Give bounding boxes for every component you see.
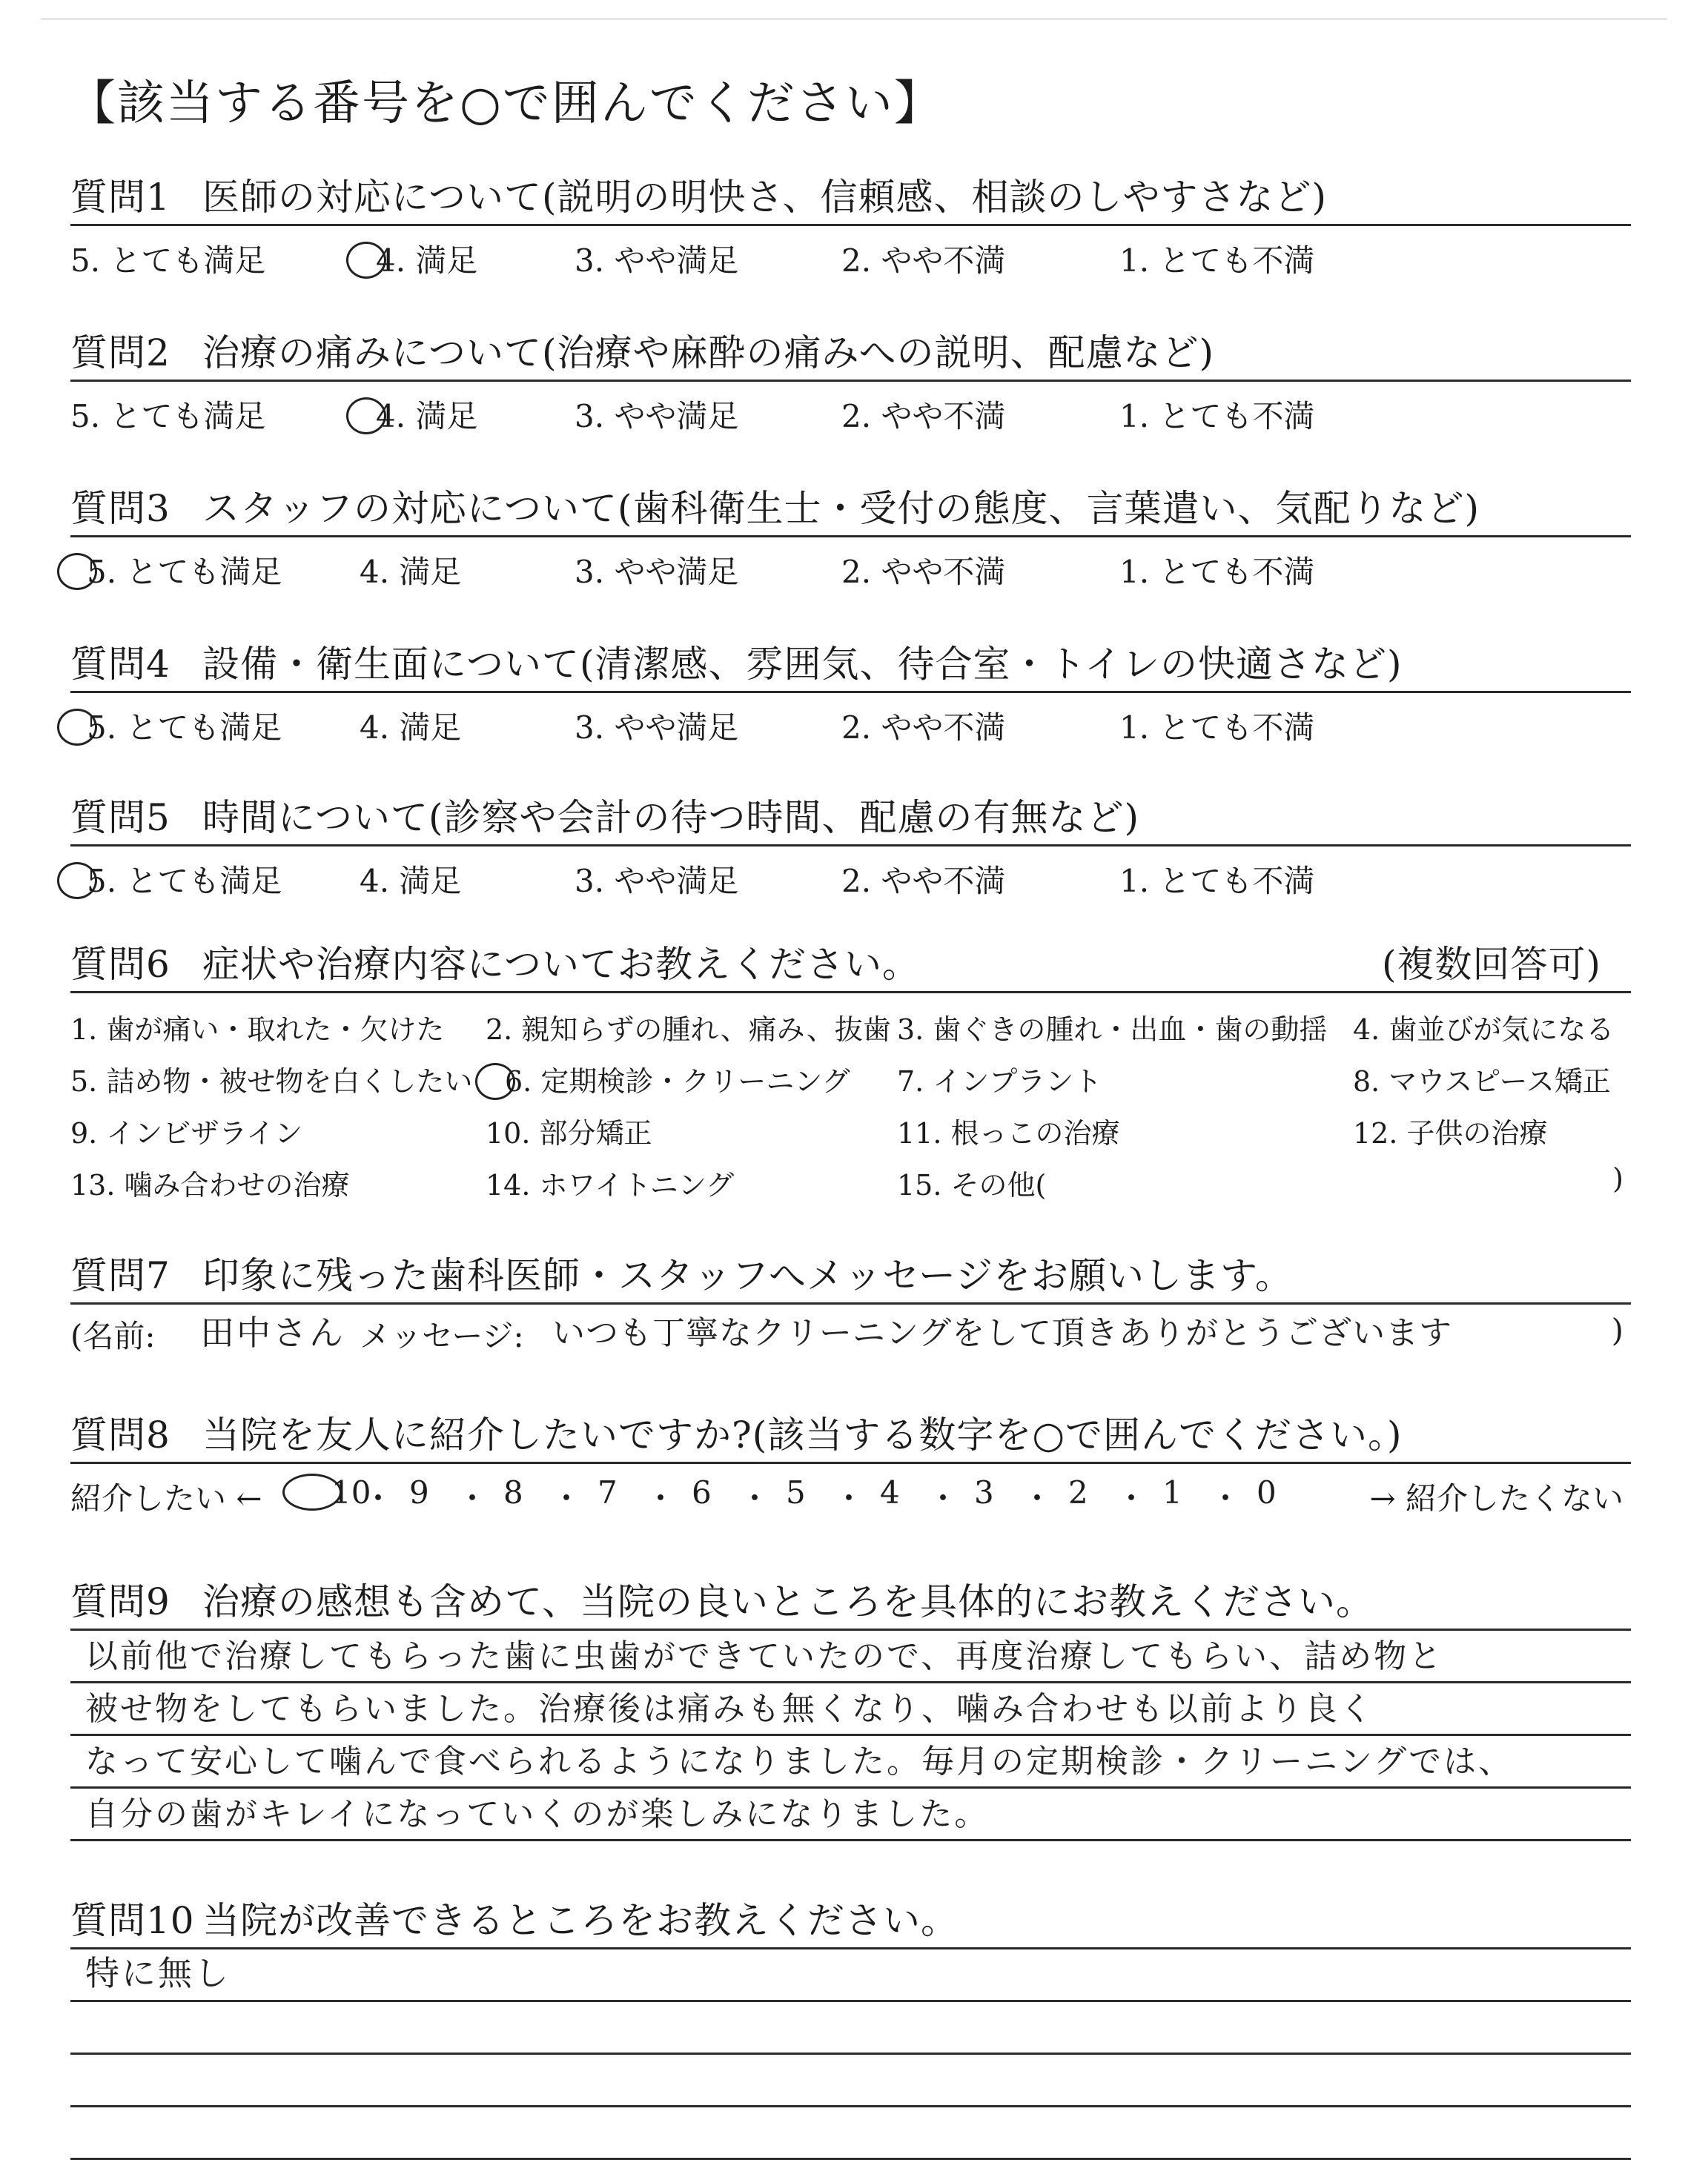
handwritten-text: 特に無し xyxy=(85,1953,231,1993)
scale-value-label: 0 xyxy=(1257,1474,1277,1511)
rating-option[interactable] xyxy=(1119,857,1314,901)
treatment-option-label: ) xyxy=(1612,1162,1623,1195)
rating-option[interactable] xyxy=(1119,236,1314,281)
rating-option-label: 5. とても満足 xyxy=(70,398,266,434)
rating-option[interactable] xyxy=(67,857,282,901)
rating-option[interactable] xyxy=(360,857,461,901)
question-text: 治療の痛みについて(治療や麻酔の痛みへの説明、配慮など) xyxy=(202,331,1215,374)
question-text: 設備・衛生面について(清潔感、雰囲気、待合室・トイレの快適さなど) xyxy=(202,643,1403,686)
answer-line xyxy=(70,1631,1631,1683)
treatment-option[interactable] xyxy=(897,1110,1120,1151)
rating-option-label: 5. とても満足 xyxy=(70,242,266,279)
rating-option[interactable] xyxy=(1119,548,1314,592)
question-label: 質問1 xyxy=(70,176,171,219)
answer-line xyxy=(70,1736,1631,1789)
scale-separator: ・ xyxy=(1116,1480,1148,1517)
question-label: 質問9 xyxy=(70,1580,171,1623)
treatment-option-label: 8. マウスピース矯正 xyxy=(1353,1065,1611,1098)
treatment-option[interactable] xyxy=(486,1110,652,1151)
question-label: 質問6 xyxy=(70,943,171,986)
handwritten-text: 被せ物をしてもらいました。治療後は痛みも無くなり、噛み合わせも以前より良く xyxy=(85,1690,1374,1728)
scale-value[interactable] xyxy=(409,1474,429,1511)
rating-option-label: 3. やや満足 xyxy=(575,554,739,590)
rating-option[interactable] xyxy=(70,392,265,437)
treatment-option-label: 1. 歯が痛い・取れた・欠けた xyxy=(70,1013,445,1046)
rating-options xyxy=(70,226,1631,278)
treatment-option[interactable] xyxy=(70,1059,472,1099)
rating-option[interactable] xyxy=(575,548,738,592)
answer-line xyxy=(70,1683,1631,1736)
question-8 xyxy=(70,1408,1631,1520)
scale-value[interactable] xyxy=(1068,1474,1088,1511)
rating-option-label: 4. 満足 xyxy=(360,709,462,746)
treatment-option[interactable] xyxy=(486,1007,891,1047)
treatment-option-label: 3. 歯ぐきの腫れ・出血・歯の動揺 xyxy=(897,1013,1328,1046)
treatment-option-label: 10. 部分矯正 xyxy=(486,1117,652,1150)
rating-option[interactable] xyxy=(357,392,477,437)
question-10 xyxy=(70,1894,1631,2160)
treatment-option-label: 12. 子供の治療 xyxy=(1353,1117,1548,1150)
rating-option-label: 1. とても不満 xyxy=(1119,242,1315,279)
scale-separator: ・ xyxy=(551,1480,583,1517)
treatment-option-label: 9. インビザライン xyxy=(70,1117,303,1150)
treatment-options xyxy=(70,993,1631,1201)
close-paren: ) xyxy=(1611,1312,1623,1348)
rating-option[interactable] xyxy=(1119,703,1314,748)
question-text: 時間について(診察や会計の待つ時間、配慮の有無など) xyxy=(202,796,1140,839)
handwritten-text: 自分の歯がキレイになっていくのが楽しみになりました。 xyxy=(85,1795,990,1833)
rating-option-label: 5. とても満足 xyxy=(87,709,282,746)
rating-options xyxy=(70,693,1631,745)
rating-option-label: 2. やや不満 xyxy=(841,554,1006,590)
rating-option-label: 3. やや満足 xyxy=(575,242,739,279)
question-text: 印象に残った歯科医師・スタッフへメッセージをお願いします。 xyxy=(202,1254,1293,1297)
scale-value-label: 4 xyxy=(880,1474,900,1511)
question-9 xyxy=(70,1575,1631,1841)
top-border xyxy=(41,18,1667,20)
rating-option-label: 1. とても不満 xyxy=(1119,863,1315,899)
question-label: 質問3 xyxy=(70,487,171,530)
form-title: 【該当する番号を○で囲んでください】 xyxy=(68,76,943,131)
treatment-option-label: 14. ホワイトニング xyxy=(486,1169,735,1202)
scale-separator: ・ xyxy=(363,1480,394,1517)
rating-option[interactable] xyxy=(575,857,738,901)
treatment-option-label: 4. 歯並びが気になる xyxy=(1353,1013,1615,1046)
question-label: 質問7 xyxy=(70,1254,171,1297)
question-5 xyxy=(70,791,1631,898)
rating-option[interactable] xyxy=(841,548,1005,592)
rating-option-label: 5. とても満足 xyxy=(87,554,282,590)
rating-option[interactable] xyxy=(70,236,265,281)
scale-value[interactable] xyxy=(503,1474,523,1511)
scale-value-label: 5 xyxy=(786,1474,806,1511)
treatment-option[interactable] xyxy=(70,1110,302,1151)
question-label: 質問10 xyxy=(70,1899,195,1942)
scale-right-label: → 紹介したくない xyxy=(1369,1480,1623,1517)
treatment-option[interactable] xyxy=(70,1162,350,1203)
rating-option-label: 3. やや満足 xyxy=(575,863,739,899)
scale-separator: ・ xyxy=(457,1480,489,1517)
question-label: 質問8 xyxy=(70,1414,171,1457)
rating-option[interactable] xyxy=(357,236,477,281)
rating-option-label: 2. やや不満 xyxy=(841,398,1006,434)
scale-separator: ・ xyxy=(739,1480,771,1517)
name-value[interactable]: 田中さん xyxy=(200,1313,345,1353)
scale-value[interactable] xyxy=(786,1474,806,1511)
answer-line xyxy=(70,2002,1631,2055)
name-label: (名前: xyxy=(70,1318,156,1354)
scale-separator: ・ xyxy=(645,1480,677,1517)
answer-line xyxy=(70,1949,1631,2002)
message-label: メッセージ: xyxy=(360,1318,524,1354)
recommend-scale xyxy=(70,1464,1631,1520)
treatment-option-label: 13. 噛み合わせの治療 xyxy=(70,1169,350,1202)
treatment-option-label: 6. 定期検診・クリーニング xyxy=(505,1065,850,1098)
question-text: 当院を友人に紹介したいですか?(該当する数字を○で囲んでください。) xyxy=(202,1414,1403,1457)
treatment-option[interactable] xyxy=(1353,1110,1548,1151)
question-label: 質問5 xyxy=(70,796,171,839)
scale-value-label: 6 xyxy=(692,1474,712,1511)
rating-option-label: 2. やや不満 xyxy=(841,863,1006,899)
multiple-answers-note: (複数回答可) xyxy=(1381,943,1601,986)
treatment-option[interactable] xyxy=(486,1059,850,1100)
rating-option[interactable] xyxy=(1119,392,1314,437)
answer-line xyxy=(70,2107,1631,2160)
treatment-option[interactable] xyxy=(1353,1007,1614,1047)
rating-options xyxy=(70,847,1631,898)
treatment-option-label: 11. 根っこの治療 xyxy=(897,1117,1120,1150)
scale-value-label: 9 xyxy=(409,1474,429,1511)
question-7 xyxy=(70,1249,1631,1358)
question-3 xyxy=(70,482,1631,589)
rating-option-label: 4. 満足 xyxy=(360,863,462,899)
handwritten-text: なって安心して噛んで食べられるようになりました。毎月の定期検診・クリーニングでは、 xyxy=(85,1743,1514,1780)
question-6 xyxy=(70,938,1631,1201)
scale-value[interactable] xyxy=(598,1474,618,1511)
scale-value-label: 1 xyxy=(1162,1474,1182,1511)
scale-value[interactable] xyxy=(880,1474,900,1511)
treatment-option-label: 7. インプラント xyxy=(897,1065,1102,1098)
rating-option-label: 3. やや満足 xyxy=(575,709,739,746)
rating-option-label: 1. とても不満 xyxy=(1119,709,1315,746)
rating-option[interactable] xyxy=(575,703,738,748)
scale-value-label: 8 xyxy=(503,1474,523,1511)
rating-option-label: 2. やや不満 xyxy=(841,709,1006,746)
treatment-option[interactable] xyxy=(70,1007,444,1047)
answer-line xyxy=(70,2055,1631,2107)
rating-options xyxy=(70,382,1631,434)
answer-line xyxy=(70,1789,1631,1841)
rating-option[interactable] xyxy=(575,392,738,437)
scale-value[interactable] xyxy=(692,1474,712,1511)
treatment-option[interactable] xyxy=(897,1059,1102,1099)
improvement-answer[interactable] xyxy=(70,1949,1631,2160)
question-text: スタッフの対応について(歯科衛生士・受付の態度、言葉遣い、気配りなど) xyxy=(202,487,1480,530)
scale-value[interactable] xyxy=(293,1474,371,1511)
rating-option[interactable] xyxy=(67,548,282,592)
question-1 xyxy=(70,170,1631,278)
treatment-option[interactable] xyxy=(897,1162,1046,1203)
rating-option-label: 2. やや不満 xyxy=(841,242,1006,279)
question-label: 質問4 xyxy=(70,643,171,686)
scale-value-label: 7 xyxy=(598,1474,618,1511)
scale-value-label: 2 xyxy=(1068,1474,1088,1511)
scale-left-label: 紹介したい ← xyxy=(70,1480,262,1517)
scale-value[interactable] xyxy=(1162,1474,1182,1511)
treatment-option[interactable] xyxy=(897,1007,1327,1047)
treatment-option[interactable] xyxy=(1353,1059,1611,1099)
rating-option-label: 4. 満足 xyxy=(376,398,478,434)
rating-option-label: 3. やや満足 xyxy=(575,398,739,434)
rating-option-label: 1. とても不満 xyxy=(1119,554,1315,590)
scale-separator: ・ xyxy=(927,1480,959,1517)
good-points-answer[interactable] xyxy=(70,1631,1631,1841)
question-text: 症状や治療内容についてお教えください。 xyxy=(202,943,920,986)
scale-value[interactable] xyxy=(974,1474,994,1511)
rating-option-label: 4. 満足 xyxy=(376,242,478,279)
rating-option[interactable] xyxy=(841,392,1005,437)
rating-option[interactable] xyxy=(360,703,461,748)
question-text: 治療の感想も含めて、当院の良いところを具体的にお教えください。 xyxy=(202,1580,1374,1623)
scale-value-label: 3 xyxy=(974,1474,994,1511)
rating-option[interactable] xyxy=(575,236,738,281)
question-2 xyxy=(70,326,1631,434)
other-close-paren xyxy=(1612,1162,1623,1195)
question-text: 当院が改善できるところをお教えください。 xyxy=(202,1899,959,1942)
rating-option[interactable] xyxy=(67,703,282,748)
scale-value-label: 10 xyxy=(331,1474,371,1511)
rating-option[interactable] xyxy=(841,857,1005,901)
rating-option-label: 1. とても不満 xyxy=(1119,398,1315,434)
treatment-option-label: 2. 親知らずの腫れ、痛み、抜歯 xyxy=(486,1013,891,1046)
treatment-option[interactable] xyxy=(486,1162,734,1203)
handwritten-text: 以前他で治療してもらった歯に虫歯ができていたので、再度治療してもらい、詰め物と xyxy=(85,1637,1444,1675)
question-4 xyxy=(70,637,1631,745)
rating-option-label: 4. 満足 xyxy=(360,554,462,590)
scale-value[interactable] xyxy=(1257,1474,1277,1511)
message-value[interactable]: いつも丁寧なクリーニングをして頂きありがとうございます xyxy=(552,1314,1453,1352)
question-text: 医師の対応について(説明の明快さ、信頼感、相談のしやすさなど) xyxy=(202,176,1328,219)
scale-separator: ・ xyxy=(833,1480,865,1517)
scale-separator: ・ xyxy=(1210,1480,1242,1517)
rating-option[interactable] xyxy=(841,236,1005,281)
treatment-option-label: 15. その他( xyxy=(897,1169,1047,1202)
treatment-option-label: 5. 詰め物・被せ物を白くしたい xyxy=(70,1065,473,1098)
question-label: 質問2 xyxy=(70,331,171,374)
rating-option-label: 5. とても満足 xyxy=(87,863,282,899)
rating-option[interactable] xyxy=(841,703,1005,748)
rating-options xyxy=(70,537,1631,589)
rating-option[interactable] xyxy=(360,548,461,592)
scale-separator: ・ xyxy=(1022,1480,1053,1517)
